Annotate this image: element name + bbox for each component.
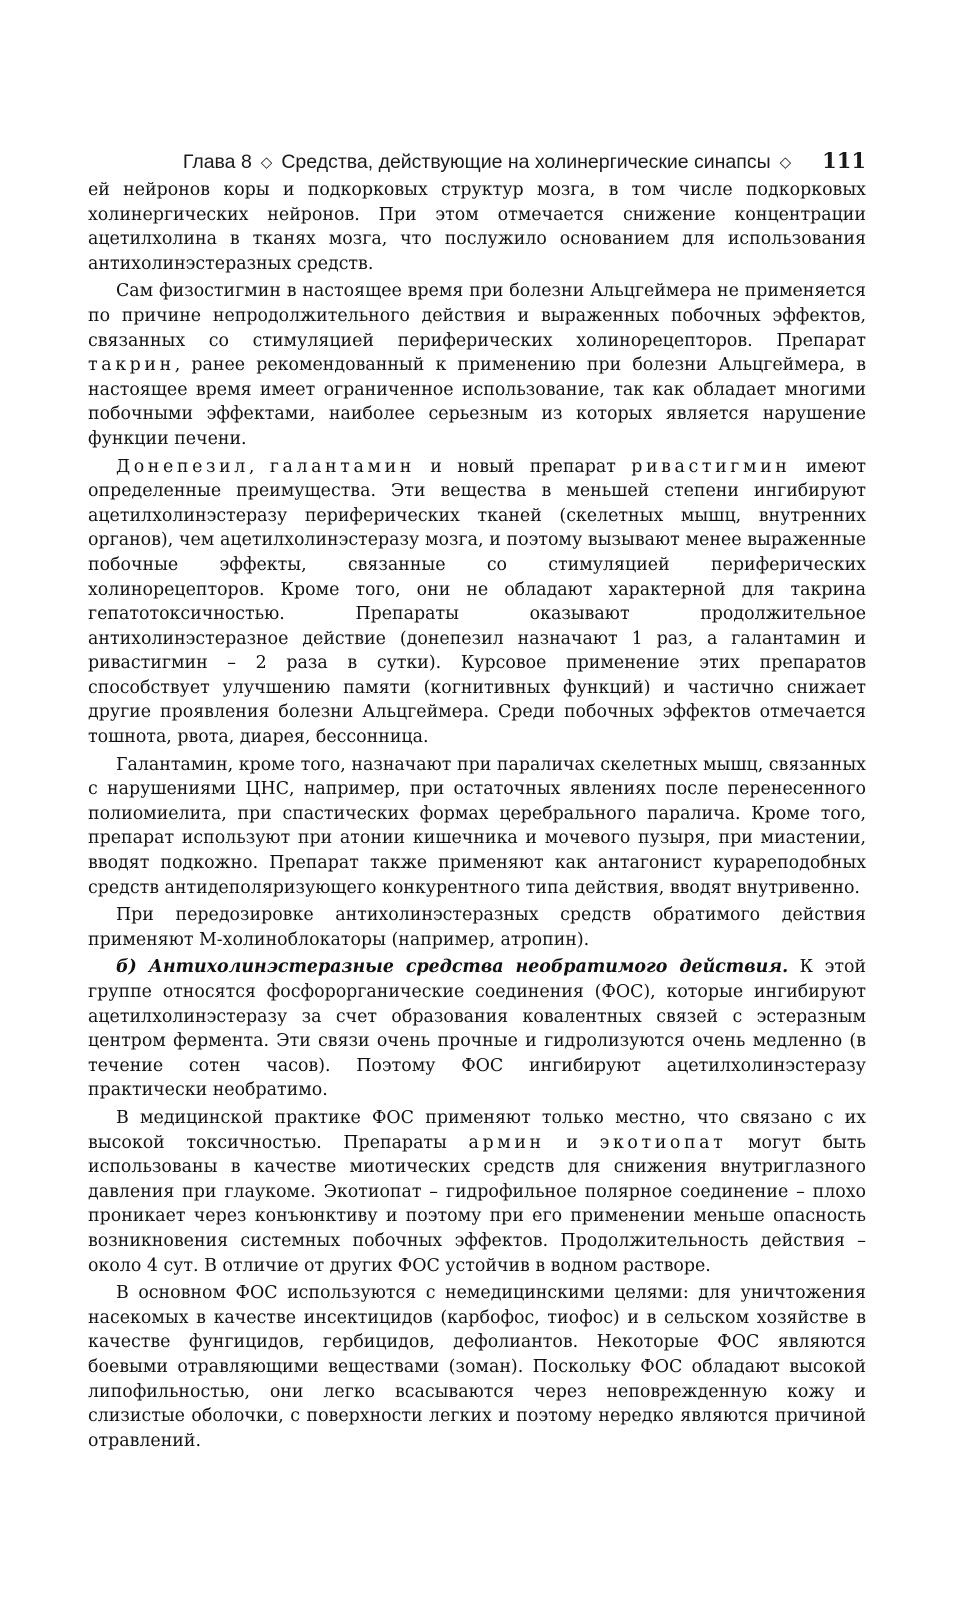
section-subheading: б) Антихолинэстеразные средства необратимого действия. bbox=[116, 957, 789, 978]
text-run: и bbox=[544, 1132, 600, 1153]
diamond-separator-icon: ◇ bbox=[260, 154, 273, 171]
text-run: , bbox=[248, 456, 270, 477]
paragraph bbox=[88, 753, 866, 901]
text-run: , ранее рекомендованный к применению при болезни Альцгеймера, в настоящее время имеет ограниченное использование, так как обладает многими побочными эффектами, наиболее серьезным из которых является нарушение функции печени. bbox=[88, 355, 866, 449]
text-run: К этой группе относятся фосфорорганические соединения (ФОС), которые ингибируют ацетилхолинэстеразу за счет образования ковалентных связей с эстеразным центром фермента. Эти связи очень прочные и гидролизуются очень медленно (в течение сотен часов). Поэтому ФОС ингибируют ацетилхолинэстеразу практически необратимо. bbox=[88, 957, 867, 1101]
paragraph bbox=[88, 1281, 866, 1453]
paragraph bbox=[88, 455, 866, 750]
text-run: ей нейронов коры и подкорковых структур мозга, в том числе подкорковых холинергических нейронов. При этом отмечается снижение концентрации ацетилхолина в тканях мозга, что послужило основанием для использования антихолинэстеразных средств. bbox=[88, 180, 866, 274]
paragraph bbox=[88, 903, 866, 952]
drug-name: галантамин bbox=[269, 456, 415, 477]
chapter-label: Глава 8 bbox=[182, 151, 252, 173]
text-run: Сам физостигмин в настоящее время при болезни Альцгеймера не применяется по причине непродолжительного действия и выраженных побочных эффектов, связанных со стимуляцией периферических холинорецепторов. Препарат bbox=[88, 281, 866, 351]
text-run: В медицинской практике ФОС применяют только местно, что связано с их высокой токсичностью. Препараты bbox=[88, 1107, 866, 1153]
text-run: Галантамин, кроме того, назначают при параличах скелетных мышц, связанных с нарушениями ЦНС, например, при остаточных явлениях после перенесенного полиомиелита, при спастических формах церебрального паралича. Кроме того, препарат используют при атонии кишечника и мочевого пузыря, при миастении, вводят подкожно. Препарат также применяют как антагонист курареподобных средств антидеполяризующего конкурентного типа действия, вводят внутривенно. bbox=[88, 754, 866, 898]
body-text bbox=[88, 178, 866, 1453]
chapter-title: Средства, действующие на холинергические синапсы bbox=[281, 151, 771, 173]
drug-name: экотиопат bbox=[599, 1132, 727, 1153]
drug-name: Донепезил bbox=[116, 456, 249, 477]
paragraph bbox=[88, 1106, 866, 1278]
drug-name: ривастигмин bbox=[631, 456, 791, 477]
text-run: В основном ФОС используются с немедицинскими целями: для уничтожения насекомых в качестве инсектицидов (карбофос, тиофос) и в сельском хозяйстве в качестве фунгицидов, гербицидов, дефолиантов. Некоторые ФОС являются боевыми отравляющими веществами (зоман). Поскольку ФОС обладают высокой липофильностью, они легко всасываются через неповрежденную кожу и слизистые оболочки, с поверхности легких и поэтому нередко являются причиной отравлений. bbox=[88, 1283, 866, 1451]
drug-name: армин bbox=[468, 1132, 545, 1153]
diamond-separator-icon: ◇ bbox=[779, 154, 792, 171]
paragraph bbox=[88, 955, 866, 1103]
running-header bbox=[88, 148, 866, 174]
drug-name: такрин bbox=[88, 355, 175, 376]
text-run: При передозировке антихолинэстеразных средств обратимого действия применяют М-холиноблокаторы (например, атропин). bbox=[88, 905, 866, 950]
text-run: имеют определенные преимущества. Эти вещества в меньшей степени ингибируют ацетилхолинэстеразу периферических тканей (скелетных мышц, внутренних органов), чем ацетилхолинэстеразу мозга, и поэтому вызывают менее выраженные побочные эффекты, связанные со стимуляцией периферических холинорецепторов. Кроме того, они не обладают характерной для такрина гепатотоксичностью. Препараты оказывают продолжительное антихолинэстеразное действие (донепезил назначают 1 раз, а галантамин и ривастигмин – 2 раза в сутки). Курсовое применение этих препаратов способствует улучшению памяти (когнитивных функций) и частично снижает другие проявления болезни Альцгеймера. Среди побочных эффектов отмечается тошнота, рвота, диарея, бессонница. bbox=[88, 456, 866, 748]
page-number: 111 bbox=[822, 148, 866, 173]
paragraph bbox=[88, 178, 866, 276]
book-page bbox=[88, 148, 866, 1453]
paragraph bbox=[88, 279, 866, 451]
text-run: могут быть использованы в качестве миотических средств для снижения внутриглазного давления при глаукоме. Экотиопат – гидрофильное полярное соединение – плохо проникает через конъюнктиву и поэтому при его применении меньше опасность возникновения системных побочных эффектов. Продолжительность действия – около 4 сут. В отличие от других ФОС устойчив в водном растворе. bbox=[88, 1132, 866, 1276]
text-run: и новый препарат bbox=[414, 456, 632, 477]
